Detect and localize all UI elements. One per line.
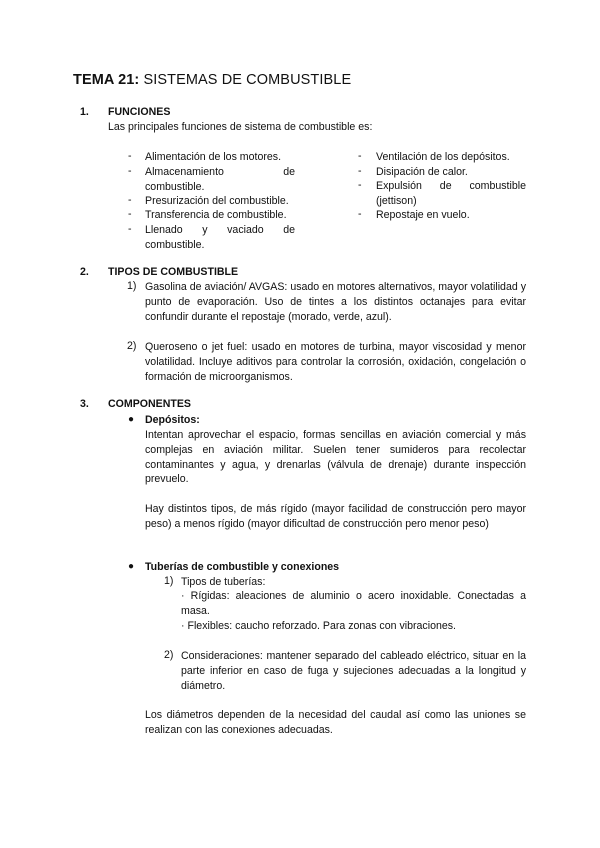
function-item: Alimentación de los motores. bbox=[145, 151, 282, 163]
list-dash: - bbox=[128, 165, 132, 177]
depositos-title: Depósitos: bbox=[145, 414, 200, 426]
list-dash: - bbox=[358, 150, 362, 162]
fuel-item-number: 1) bbox=[127, 280, 137, 292]
list-dash: - bbox=[358, 208, 362, 220]
function-item: Repostaje en vuelo. bbox=[376, 209, 470, 221]
tuberias-item-number: 1) bbox=[164, 575, 174, 587]
title-prefix: TEMA 21: bbox=[73, 72, 140, 88]
section-1-number: 1. bbox=[80, 106, 89, 118]
closing-paragraph: Los diámetros dependen de la necesidad del caudal así como las uniones se realizan con las conexiones adecuadas. bbox=[145, 709, 526, 736]
depositos-paragraph-1: Intentan aprovechar el espacio, formas sencillas en aviación comercial y más complejas en aviación militar. Suelen tener sumideros para recolectar contaminantes y agua, y drenarlas (válvula de drenaje) durante inspección prevuelo. bbox=[145, 429, 526, 486]
title-text: SISTEMAS DE COMBUSTIBLE bbox=[139, 72, 352, 88]
list-dash: - bbox=[358, 165, 362, 177]
list-dash: - bbox=[128, 150, 132, 162]
list-dash: - bbox=[128, 194, 132, 206]
list-dash: - bbox=[358, 179, 362, 191]
fuel-item-text: Queroseno o jet fuel: usado en motores de turbina, mayor viscosidad y menor volatilidad. Incluye aditivos para controlar la corrosión, oxidación, congelación o formación de microorganismos. bbox=[145, 341, 526, 383]
list-dash: - bbox=[128, 223, 132, 235]
tuberias-item-number: 2) bbox=[164, 649, 174, 661]
section-2-title: TIPOS DE COMBUSTIBLE bbox=[108, 266, 239, 278]
section-3-number: 3. bbox=[80, 398, 89, 410]
function-item: Transferencia de combustible. bbox=[145, 209, 287, 221]
function-item: Presurización del combustible. bbox=[145, 195, 289, 207]
section-3-title: COMPONENTES bbox=[108, 398, 191, 410]
function-item: Llenado y vaciado de combustible. bbox=[145, 224, 295, 251]
consideraciones-text: Consideraciones: mantener separado del cableado eléctrico, situar en la parte inferior en caso de fuga y sujeciones adecuadas a la longitud y diámetro. bbox=[181, 650, 526, 692]
section-2-number: 2. bbox=[80, 266, 89, 278]
function-item: Expulsión de combustible (jettison) bbox=[376, 180, 526, 207]
page-title bbox=[73, 72, 351, 88]
section-1-intro: Las principales funciones de sistema de combustible es: bbox=[108, 121, 373, 133]
function-item: Almacenamiento de combustible. bbox=[145, 166, 295, 193]
tuberias-title: Tuberías de combustible y conexiones bbox=[145, 561, 340, 573]
list-dash: - bbox=[128, 208, 132, 220]
bullet-icon: ● bbox=[128, 561, 135, 572]
fuel-item-text: Gasolina de aviación/ AVGAS: usado en motores alternativos, mayor volatilidad y punto de evaporación. Uso de tintes a los distintos octanajes para evitar confundir durante el repostaje (morado, verde, azul). bbox=[145, 281, 526, 323]
depositos-paragraph-2: Hay distintos tipos, de más rígido (mayor facilidad de construcción pero mayor peso) a menos rígido (mayor dificultad de construcción pero menor peso) bbox=[145, 503, 526, 530]
rigidas-text: · Rígidas: aleaciones de aluminio o acero inoxidable. Conectadas a masa. bbox=[181, 590, 526, 617]
function-item: Disipación de calor. bbox=[376, 166, 468, 178]
function-item: Ventilación de los depósitos. bbox=[376, 151, 510, 163]
tuberias-item-title: Tipos de tuberías: bbox=[181, 576, 266, 588]
fuel-item-number: 2) bbox=[127, 340, 137, 352]
section-1-title: FUNCIONES bbox=[108, 106, 171, 118]
flexibles-text: · Flexibles: caucho reforzado. Para zonas con vibraciones. bbox=[181, 620, 456, 632]
bullet-icon: ● bbox=[128, 414, 135, 425]
